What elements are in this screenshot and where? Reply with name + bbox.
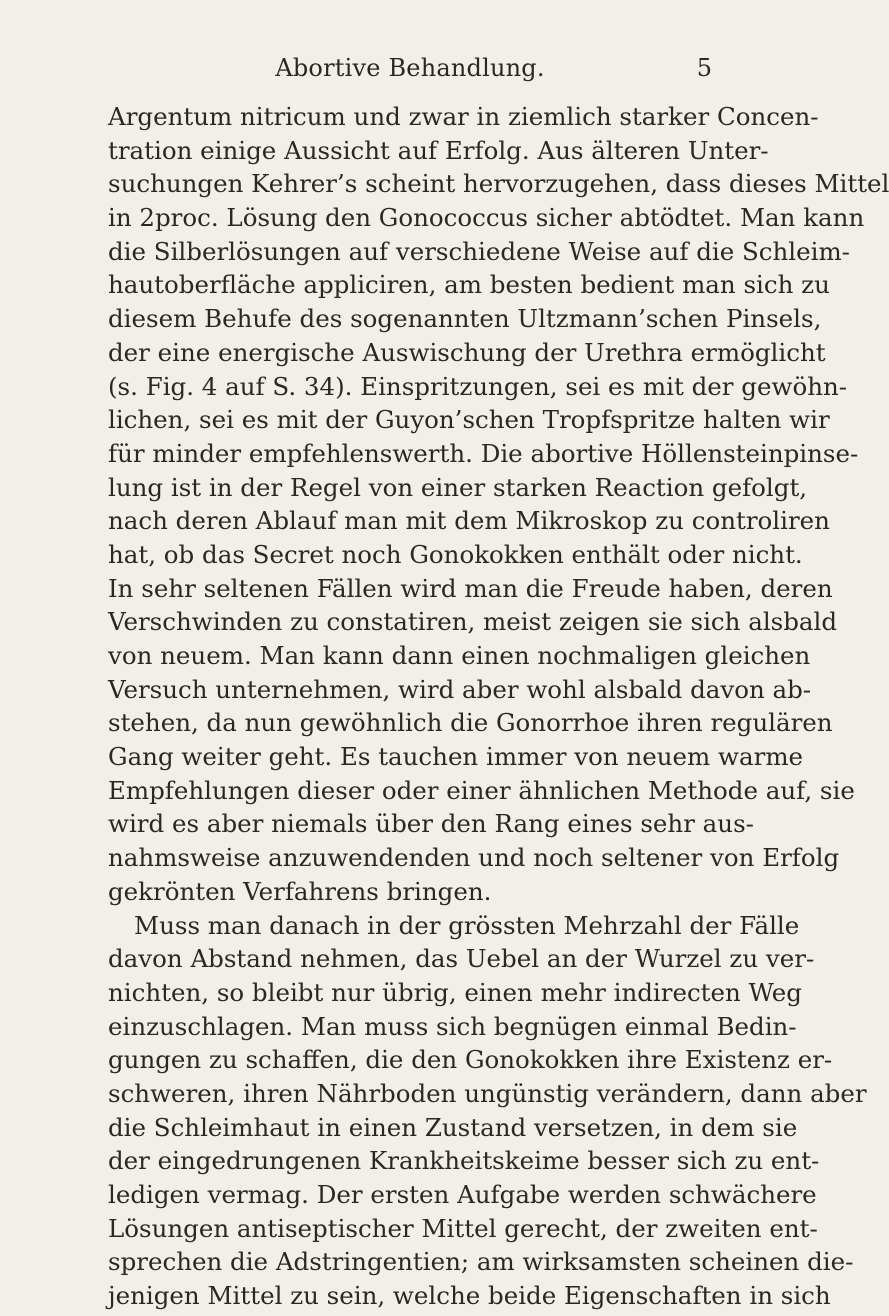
text-line: der eine energische Auswischung der Urethra ermöglicht [108, 337, 826, 367]
text-line: sprechen die Adstringentien; am wirksamsten scheinen die- [108, 1247, 854, 1277]
text-line: ledigen vermag. Der ersten Aufgabe werden schwächere [108, 1180, 817, 1209]
text-line: der eingedrungenen Krankheitskeime besser sich zu ent- [108, 1146, 820, 1176]
text-line: Argentum nitricum und zwar in ziemlich starker Concen- [108, 102, 819, 131]
text-line: suchungen Kehrer’s scheint hervorzugehen, dass dieses Mittel [108, 169, 889, 199]
text-line: Lösungen antiseptischer Mittel gerecht, der zweiten ent- [108, 1213, 818, 1243]
text-line: Gang weiter geht. Es tauchen immer von neuem warme [108, 742, 804, 772]
paragraph-end-line: gekrönten Verfahrens bringen. [108, 876, 492, 906]
text-line: nahmsweise anzuwendenden und noch seltener von Erfolg [108, 843, 840, 873]
text-line: von neuem. Man kann dann einen nochmaligen gleichen [108, 641, 811, 670]
text-line: die Silberlösungen auf verschiedene Weise auf die Schleim- [108, 236, 850, 266]
text-line: lung ist in der Regel von einer starken Reaction gefolgt, [108, 472, 808, 502]
text-line: gungen zu schaffen, die den Gonokokken ihre Existenz er- [108, 1045, 833, 1075]
text-line: davon Abstand nehmen, das Uebel an der Wurzel zu ver- [108, 944, 815, 974]
text-line: In sehr seltenen Fällen wird man die Freude haben, deren [108, 573, 833, 603]
text-line: die Schleimhaut in einen Zustand versetzen, in dem sie [108, 1112, 798, 1142]
text-line: hat, ob das Secret noch Gonokokken enthält oder nicht. [108, 539, 803, 569]
text-line: hautoberfläche appliciren, am besten bedient man sich zu [108, 270, 830, 300]
text-line: Verschwinden zu constatiren, meist zeigen sie sich alsbald [108, 607, 838, 637]
body-text [108, 100, 889, 1313]
text-line: schweren, ihren Nährboden ungünstig verändern, dann aber [108, 1078, 867, 1108]
text-line: jenigen Mittel zu sein, welche beide Eigenschaften in sich [108, 1281, 831, 1311]
text-line: Versuch unternehmen, wird aber wohl alsbald davon ab- [108, 674, 812, 704]
text-line: nichten, so bleibt nur übrig, einen mehr indirecten Weg [108, 977, 802, 1007]
text-line: stehen, da nun gewöhnlich die Gonorrhoe ihren regulären [108, 708, 833, 738]
text-line: tration einige Aussicht auf Erfolg. Aus älteren Unter- [108, 135, 769, 165]
paragraph-start-line: Muss man danach in der grössten Mehrzahl der Fälle [134, 910, 800, 940]
text-line: nach deren Ablauf man mit dem Mikroskop zu controliren [108, 506, 830, 536]
text-line: Empfehlungen dieser oder einer ähnlichen Methode auf, sie [108, 775, 855, 805]
running-title: Abortive Behandlung. [275, 54, 545, 82]
text-line: einzuschlagen. Man muss sich begnügen einmal Bedin- [108, 1011, 797, 1041]
text-line: (s. Fig. 4 auf S. 34). Einspritzungen, sei es mit der gewöhn- [108, 371, 848, 401]
text-line: lichen, sei es mit der Guyon’schen Tropfspritze halten wir [108, 405, 830, 435]
text-line: für minder empfehlenswerth. Die abortive Höllensteinpinse- [108, 438, 859, 468]
running-head [108, 54, 712, 90]
text-line: in 2proc. Lösung den Gonococcus sicher abtödtet. Man kann [108, 203, 865, 233]
text-line: wird es aber niemals über den Rang eines sehr aus- [108, 809, 754, 839]
text-line: diesem Behufe des sogenannten Ultzmann’schen Pinsels, [108, 304, 822, 334]
page-number: 5 [696, 54, 712, 82]
